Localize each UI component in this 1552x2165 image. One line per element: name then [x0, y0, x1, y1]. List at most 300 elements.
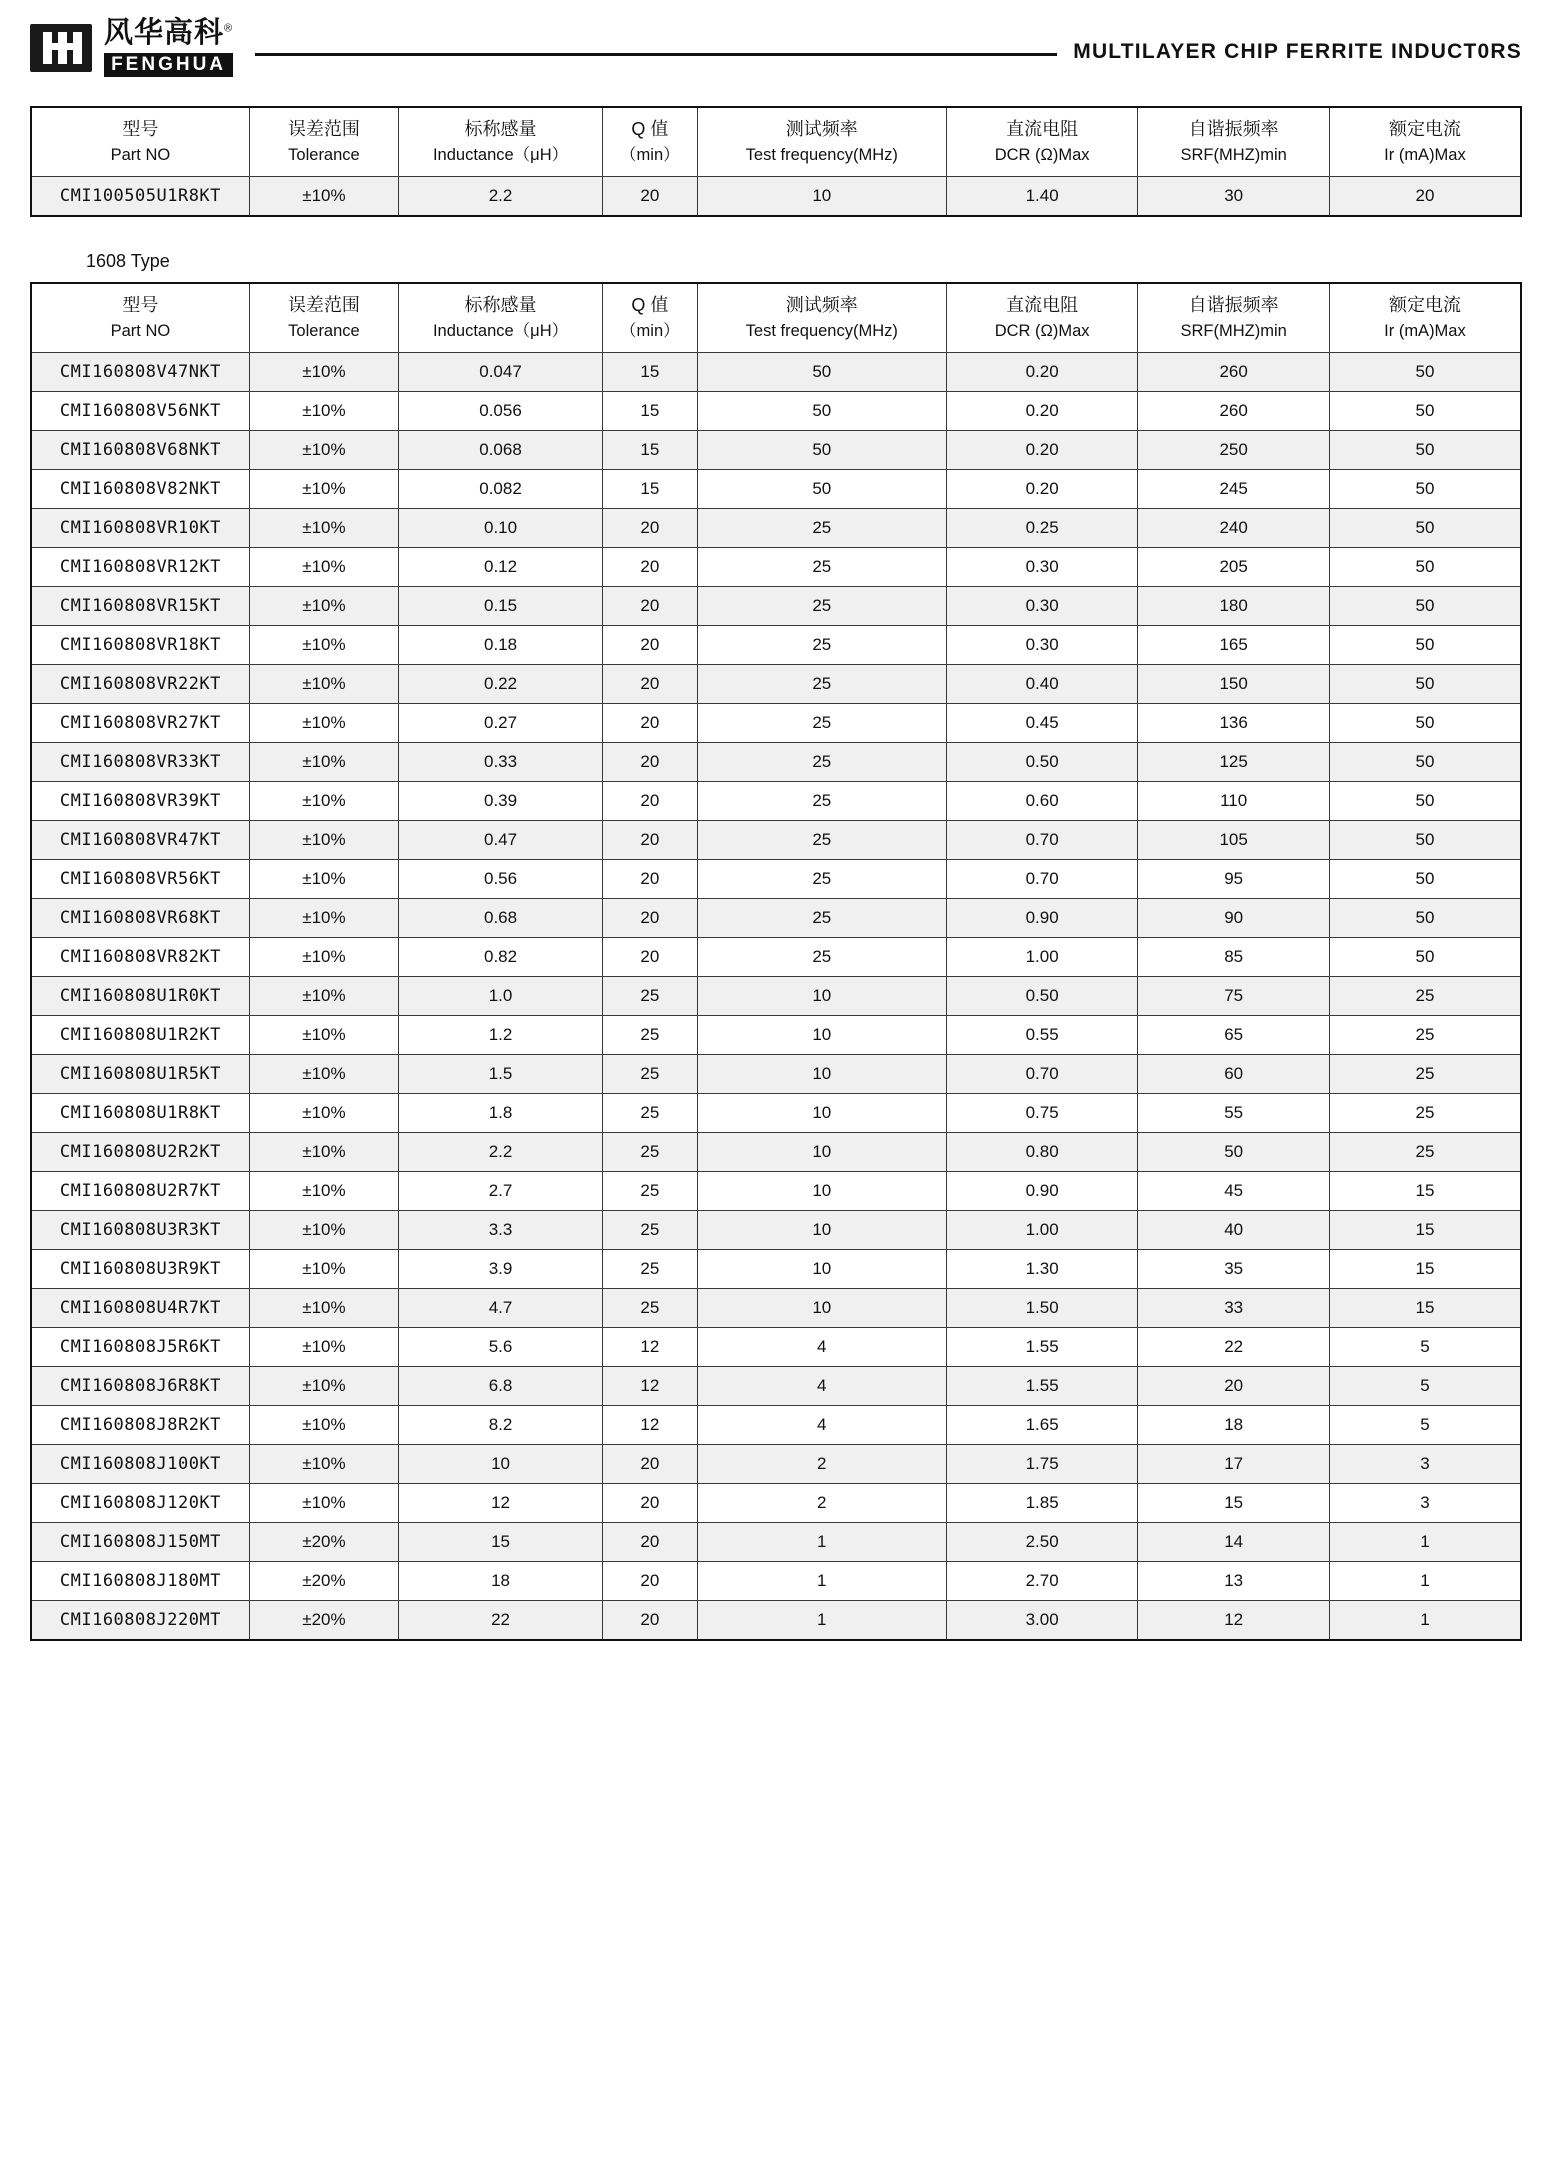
- cell-test-frequency: 2: [697, 1444, 946, 1483]
- cell-dcr: 1.00: [946, 1210, 1138, 1249]
- cell-dcr: 0.30: [946, 547, 1138, 586]
- cell-srf: 110: [1138, 781, 1330, 820]
- cell-tolerance: ±10%: [249, 664, 398, 703]
- cell-q: 20: [602, 859, 697, 898]
- cell-test-frequency: 1: [697, 1522, 946, 1561]
- cell-rated-current: 25: [1329, 1015, 1521, 1054]
- cell-inductance: 0.82: [399, 937, 603, 976]
- cell-srf: 75: [1138, 976, 1330, 1015]
- cell-rated-current: 50: [1329, 469, 1521, 508]
- cell-srf: 50: [1138, 1132, 1330, 1171]
- table-row: [31, 1093, 1521, 1132]
- cell-dcr: 0.90: [946, 898, 1138, 937]
- table-row: [31, 742, 1521, 781]
- cell-srf: 150: [1138, 664, 1330, 703]
- col-header-inductance: 标称感量 Inductance（μH）: [399, 283, 603, 352]
- cell-srf: 14: [1138, 1522, 1330, 1561]
- cell-srf: 22: [1138, 1327, 1330, 1366]
- table-header: [31, 283, 1521, 352]
- cell-dcr: 1.75: [946, 1444, 1138, 1483]
- cell-part-no: CMI160808VR47KT: [31, 820, 249, 859]
- cell-inductance: 1.0: [399, 976, 603, 1015]
- cell-q: 20: [602, 1561, 697, 1600]
- col-header-srf: 自谐振频率 SRF(MHZ)min: [1138, 283, 1330, 352]
- cell-tolerance: ±10%: [249, 703, 398, 742]
- cell-q: 20: [602, 1444, 697, 1483]
- cell-tolerance: ±10%: [249, 508, 398, 547]
- col-header-test-frequency: 测试频率 Test frequency(MHz): [697, 107, 946, 176]
- cell-tolerance: ±10%: [249, 859, 398, 898]
- brand-name-cn-text: 风华高科: [104, 17, 225, 49]
- cell-part-no: CMI160808J6R8KT: [31, 1366, 249, 1405]
- cell-dcr: 0.90: [946, 1171, 1138, 1210]
- cell-dcr: 1.40: [946, 176, 1138, 216]
- cell-rated-current: 50: [1329, 625, 1521, 664]
- col-header-part-no: 型号 Part NO: [31, 107, 249, 176]
- cell-test-frequency: 10: [697, 1249, 946, 1288]
- cell-part-no: CMI160808U1R5KT: [31, 1054, 249, 1093]
- cell-srf: 85: [1138, 937, 1330, 976]
- cell-inductance: 0.15: [399, 586, 603, 625]
- cell-inductance: 0.68: [399, 898, 603, 937]
- cell-part-no: CMI160808V56NKT: [31, 391, 249, 430]
- cell-inductance: 0.10: [399, 508, 603, 547]
- cell-q: 25: [602, 1054, 697, 1093]
- table-row: [31, 1522, 1521, 1561]
- table-row: [31, 1054, 1521, 1093]
- col-header-part-no: 型号 Part NO: [31, 283, 249, 352]
- cell-test-frequency: 25: [697, 703, 946, 742]
- cell-q: 20: [602, 1483, 697, 1522]
- cell-test-frequency: 10: [697, 1054, 946, 1093]
- table-row: [31, 1132, 1521, 1171]
- cell-inductance: 0.082: [399, 469, 603, 508]
- table-row: [31, 937, 1521, 976]
- cell-test-frequency: 4: [697, 1366, 946, 1405]
- cell-tolerance: ±10%: [249, 1054, 398, 1093]
- cell-tolerance: ±10%: [249, 1288, 398, 1327]
- cell-dcr: 0.50: [946, 742, 1138, 781]
- cell-inductance: 0.33: [399, 742, 603, 781]
- cell-q: 20: [602, 1600, 697, 1640]
- cell-tolerance: ±10%: [249, 391, 398, 430]
- cell-inductance: 0.56: [399, 859, 603, 898]
- cell-inductance: 3.9: [399, 1249, 603, 1288]
- cell-inductance: 5.6: [399, 1327, 603, 1366]
- cell-part-no: CMI160808VR82KT: [31, 937, 249, 976]
- cell-dcr: 0.50: [946, 976, 1138, 1015]
- brand-name-en: FENGHUA: [104, 53, 233, 77]
- cell-rated-current: 15: [1329, 1210, 1521, 1249]
- cell-srf: 45: [1138, 1171, 1330, 1210]
- col-header-q: Q 值 （min）: [602, 107, 697, 176]
- cell-q: 25: [602, 1210, 697, 1249]
- cell-test-frequency: 25: [697, 625, 946, 664]
- cell-inductance: 0.22: [399, 664, 603, 703]
- table-row: [31, 391, 1521, 430]
- cell-q: 20: [602, 820, 697, 859]
- cell-srf: 13: [1138, 1561, 1330, 1600]
- cell-q: 20: [602, 508, 697, 547]
- cell-srf: 250: [1138, 430, 1330, 469]
- brand-logo: [30, 19, 233, 77]
- cell-test-frequency: 25: [697, 898, 946, 937]
- cell-test-frequency: 4: [697, 1327, 946, 1366]
- cell-rated-current: 25: [1329, 976, 1521, 1015]
- cell-inductance: 18: [399, 1561, 603, 1600]
- cell-dcr: 1.55: [946, 1366, 1138, 1405]
- cell-dcr: 0.40: [946, 664, 1138, 703]
- cell-rated-current: 50: [1329, 352, 1521, 391]
- cell-test-frequency: 2: [697, 1483, 946, 1522]
- table-row: [31, 430, 1521, 469]
- cell-q: 25: [602, 1249, 697, 1288]
- brand-name-cn: [104, 19, 233, 48]
- cell-q: 20: [602, 898, 697, 937]
- cell-q: 20: [602, 664, 697, 703]
- cell-inductance: 0.12: [399, 547, 603, 586]
- cell-part-no: CMI160808VR27KT: [31, 703, 249, 742]
- cell-test-frequency: 10: [697, 976, 946, 1015]
- cell-q: 12: [602, 1405, 697, 1444]
- table-row: [31, 976, 1521, 1015]
- cell-inductance: 2.7: [399, 1171, 603, 1210]
- cell-test-frequency: 50: [697, 469, 946, 508]
- cell-rated-current: 50: [1329, 703, 1521, 742]
- cell-srf: 125: [1138, 742, 1330, 781]
- cell-q: 15: [602, 391, 697, 430]
- table-row: [31, 1210, 1521, 1249]
- cell-tolerance: ±10%: [249, 469, 398, 508]
- cell-test-frequency: 4: [697, 1405, 946, 1444]
- cell-test-frequency: 10: [697, 1093, 946, 1132]
- cell-part-no: CMI160808U3R3KT: [31, 1210, 249, 1249]
- cell-inductance: 10: [399, 1444, 603, 1483]
- cell-test-frequency: 10: [697, 1210, 946, 1249]
- cell-tolerance: ±10%: [249, 1405, 398, 1444]
- cell-inductance: 0.39: [399, 781, 603, 820]
- cell-tolerance: ±10%: [249, 1249, 398, 1288]
- cell-rated-current: 50: [1329, 781, 1521, 820]
- table-header-row: [31, 283, 1521, 352]
- cell-test-frequency: 10: [697, 1015, 946, 1054]
- cell-srf: 12: [1138, 1600, 1330, 1640]
- cell-srf: 165: [1138, 625, 1330, 664]
- cell-part-no: CMI160808J100KT: [31, 1444, 249, 1483]
- cell-test-frequency: 25: [697, 664, 946, 703]
- cell-part-no: CMI160808VR15KT: [31, 586, 249, 625]
- cell-tolerance: ±10%: [249, 176, 398, 216]
- cell-tolerance: ±10%: [249, 1132, 398, 1171]
- cell-srf: 260: [1138, 391, 1330, 430]
- table-row: [31, 1288, 1521, 1327]
- cell-tolerance: ±10%: [249, 352, 398, 391]
- table-row: [31, 664, 1521, 703]
- cell-tolerance: ±20%: [249, 1561, 398, 1600]
- cell-part-no: CMI160808U3R9KT: [31, 1249, 249, 1288]
- cell-inductance: 1.2: [399, 1015, 603, 1054]
- cell-q: 25: [602, 976, 697, 1015]
- cell-rated-current: 50: [1329, 898, 1521, 937]
- cell-test-frequency: 10: [697, 176, 946, 216]
- cell-part-no: CMI160808VR12KT: [31, 547, 249, 586]
- col-header-tolerance: 误差范围 Tolerance: [249, 283, 398, 352]
- cell-dcr: 0.20: [946, 391, 1138, 430]
- cell-srf: 18: [1138, 1405, 1330, 1444]
- cell-part-no: CMI160808VR39KT: [31, 781, 249, 820]
- cell-inductance: 2.2: [399, 176, 603, 216]
- cell-rated-current: 50: [1329, 742, 1521, 781]
- cell-srf: 90: [1138, 898, 1330, 937]
- cell-part-no: CMI160808V47NKT: [31, 352, 249, 391]
- cell-srf: 105: [1138, 820, 1330, 859]
- cell-dcr: 1.00: [946, 937, 1138, 976]
- cell-part-no: CMI160808V68NKT: [31, 430, 249, 469]
- cell-q: 20: [602, 781, 697, 820]
- cell-q: 12: [602, 1366, 697, 1405]
- table-row: [31, 176, 1521, 216]
- cell-rated-current: 15: [1329, 1249, 1521, 1288]
- cell-rated-current: 25: [1329, 1054, 1521, 1093]
- cell-q: 15: [602, 469, 697, 508]
- table-row: [31, 1405, 1521, 1444]
- registered-mark: ®: [224, 22, 234, 35]
- col-header-rated-current: 额定电流 Ir (mA)Max: [1329, 107, 1521, 176]
- table-row: [31, 781, 1521, 820]
- cell-tolerance: ±10%: [249, 1327, 398, 1366]
- cell-srf: 17: [1138, 1444, 1330, 1483]
- cell-dcr: 0.55: [946, 1015, 1138, 1054]
- cell-dcr: 0.75: [946, 1093, 1138, 1132]
- cell-q: 25: [602, 1015, 697, 1054]
- cell-part-no: CMI160808U2R2KT: [31, 1132, 249, 1171]
- cell-dcr: 0.20: [946, 430, 1138, 469]
- cell-part-no: CMI160808U4R7KT: [31, 1288, 249, 1327]
- cell-tolerance: ±10%: [249, 976, 398, 1015]
- cell-rated-current: 50: [1329, 430, 1521, 469]
- cell-q: 12: [602, 1327, 697, 1366]
- cell-test-frequency: 50: [697, 430, 946, 469]
- cell-part-no: CMI160808VR10KT: [31, 508, 249, 547]
- table-row: [31, 1015, 1521, 1054]
- table-row: [31, 1171, 1521, 1210]
- cell-inductance: 1.8: [399, 1093, 603, 1132]
- cell-dcr: 0.20: [946, 352, 1138, 391]
- col-header-tolerance: 误差范围 Tolerance: [249, 107, 398, 176]
- cell-part-no: CMI160808VR56KT: [31, 859, 249, 898]
- cell-dcr: 2.50: [946, 1522, 1138, 1561]
- cell-srf: 205: [1138, 547, 1330, 586]
- cell-tolerance: ±10%: [249, 1171, 398, 1210]
- cell-dcr: 0.45: [946, 703, 1138, 742]
- cell-test-frequency: 25: [697, 742, 946, 781]
- cell-tolerance: ±10%: [249, 547, 398, 586]
- cell-part-no: CMI160808U2R7KT: [31, 1171, 249, 1210]
- cell-tolerance: ±10%: [249, 1093, 398, 1132]
- cell-q: 15: [602, 430, 697, 469]
- cell-dcr: 0.20: [946, 469, 1138, 508]
- col-header-q: Q 值 （min）: [602, 283, 697, 352]
- table-row: [31, 547, 1521, 586]
- cell-test-frequency: 1: [697, 1561, 946, 1600]
- cell-q: 20: [602, 625, 697, 664]
- cell-inductance: 15: [399, 1522, 603, 1561]
- spec-table-1608: [30, 282, 1522, 1641]
- cell-srf: 65: [1138, 1015, 1330, 1054]
- cell-test-frequency: 10: [697, 1171, 946, 1210]
- col-header-dcr: 直流电阻 DCR (Ω)Max: [946, 283, 1138, 352]
- cell-q: 25: [602, 1171, 697, 1210]
- section-label-1608: 1608 Type: [86, 250, 170, 271]
- cell-srf: 30: [1138, 176, 1330, 216]
- cell-test-frequency: 1: [697, 1600, 946, 1640]
- cell-inductance: 0.068: [399, 430, 603, 469]
- cell-part-no: CMI160808J8R2KT: [31, 1405, 249, 1444]
- cell-rated-current: 5: [1329, 1366, 1521, 1405]
- cell-srf: 136: [1138, 703, 1330, 742]
- cell-inductance: 1.5: [399, 1054, 603, 1093]
- cell-rated-current: 1: [1329, 1600, 1521, 1640]
- cell-inductance: 0.18: [399, 625, 603, 664]
- cell-tolerance: ±10%: [249, 820, 398, 859]
- cell-dcr: 0.30: [946, 625, 1138, 664]
- cell-part-no: CMI160808J5R6KT: [31, 1327, 249, 1366]
- cell-tolerance: ±10%: [249, 1483, 398, 1522]
- table-1-wrapper: [30, 106, 1522, 217]
- cell-rated-current: 15: [1329, 1171, 1521, 1210]
- cell-test-frequency: 25: [697, 859, 946, 898]
- cell-rated-current: 50: [1329, 547, 1521, 586]
- table-row: [31, 508, 1521, 547]
- table-row: [31, 1327, 1521, 1366]
- cell-rated-current: 50: [1329, 859, 1521, 898]
- cell-tolerance: ±10%: [249, 742, 398, 781]
- cell-tolerance: ±20%: [249, 1600, 398, 1640]
- table-row: [31, 820, 1521, 859]
- spec-table-1005: [30, 106, 1522, 217]
- cell-part-no: CMI160808J150MT: [31, 1522, 249, 1561]
- cell-tolerance: ±10%: [249, 430, 398, 469]
- table-row: [31, 352, 1521, 391]
- cell-srf: 260: [1138, 352, 1330, 391]
- cell-tolerance: ±10%: [249, 625, 398, 664]
- cell-part-no: CMI160808V82NKT: [31, 469, 249, 508]
- cell-q: 20: [602, 1522, 697, 1561]
- cell-inductance: 4.7: [399, 1288, 603, 1327]
- cell-inductance: 22: [399, 1600, 603, 1640]
- cell-rated-current: 25: [1329, 1093, 1521, 1132]
- table-header-row: [31, 107, 1521, 176]
- cell-test-frequency: 25: [697, 508, 946, 547]
- cell-dcr: 0.70: [946, 859, 1138, 898]
- cell-inductance: 0.47: [399, 820, 603, 859]
- cell-test-frequency: 25: [697, 937, 946, 976]
- cell-test-frequency: 25: [697, 547, 946, 586]
- cell-rated-current: 50: [1329, 508, 1521, 547]
- table-body: [31, 352, 1521, 1640]
- cell-test-frequency: 50: [697, 352, 946, 391]
- table-row: [31, 1444, 1521, 1483]
- table-row: [31, 586, 1521, 625]
- cell-inductance: 0.047: [399, 352, 603, 391]
- cell-inductance: 2.2: [399, 1132, 603, 1171]
- cell-q: 15: [602, 352, 697, 391]
- col-header-inductance: 标称感量 Inductance（μH）: [399, 107, 603, 176]
- cell-srf: 40: [1138, 1210, 1330, 1249]
- cell-srf: 245: [1138, 469, 1330, 508]
- cell-tolerance: ±10%: [249, 1366, 398, 1405]
- header-divider: [255, 53, 1057, 56]
- cell-inductance: 3.3: [399, 1210, 603, 1249]
- cell-tolerance: ±10%: [249, 1015, 398, 1054]
- cell-test-frequency: 10: [697, 1288, 946, 1327]
- table-row: [31, 1366, 1521, 1405]
- cell-tolerance: ±10%: [249, 781, 398, 820]
- table-row: [31, 898, 1521, 937]
- cell-q: 20: [602, 547, 697, 586]
- cell-part-no: CMI160808J180MT: [31, 1561, 249, 1600]
- table-body: [31, 176, 1521, 216]
- cell-q: 20: [602, 586, 697, 625]
- cell-q: 20: [602, 703, 697, 742]
- cell-dcr: 1.50: [946, 1288, 1138, 1327]
- cell-dcr: 0.60: [946, 781, 1138, 820]
- cell-dcr: 1.65: [946, 1405, 1138, 1444]
- cell-dcr: 0.70: [946, 820, 1138, 859]
- cell-dcr: 1.85: [946, 1483, 1138, 1522]
- cell-tolerance: ±10%: [249, 937, 398, 976]
- cell-inductance: 8.2: [399, 1405, 603, 1444]
- table-header: [31, 107, 1521, 176]
- cell-q: 25: [602, 1132, 697, 1171]
- cell-srf: 15: [1138, 1483, 1330, 1522]
- table-row: [31, 1600, 1521, 1640]
- cell-rated-current: 20: [1329, 176, 1521, 216]
- cell-dcr: 1.30: [946, 1249, 1138, 1288]
- col-header-rated-current: 额定电流 Ir (mA)Max: [1329, 283, 1521, 352]
- cell-dcr: 3.00: [946, 1600, 1138, 1640]
- cell-test-frequency: 50: [697, 391, 946, 430]
- cell-tolerance: ±10%: [249, 898, 398, 937]
- cell-part-no: CMI160808VR18KT: [31, 625, 249, 664]
- cell-dcr: 0.25: [946, 508, 1138, 547]
- cell-inductance: 6.8: [399, 1366, 603, 1405]
- cell-q: 20: [602, 176, 697, 216]
- cell-srf: 55: [1138, 1093, 1330, 1132]
- cell-rated-current: 5: [1329, 1405, 1521, 1444]
- cell-rated-current: 15: [1329, 1288, 1521, 1327]
- cell-rated-current: 50: [1329, 820, 1521, 859]
- cell-srf: 35: [1138, 1249, 1330, 1288]
- cell-tolerance: ±10%: [249, 586, 398, 625]
- cell-rated-current: 1: [1329, 1561, 1521, 1600]
- cell-part-no: CMI160808U1R8KT: [31, 1093, 249, 1132]
- cell-test-frequency: 10: [697, 1132, 946, 1171]
- cell-rated-current: 5: [1329, 1327, 1521, 1366]
- cell-tolerance: ±10%: [249, 1444, 398, 1483]
- table-row: [31, 625, 1521, 664]
- cell-inductance: 0.27: [399, 703, 603, 742]
- cell-test-frequency: 25: [697, 586, 946, 625]
- cell-inductance: 12: [399, 1483, 603, 1522]
- cell-part-no: CMI160808J120KT: [31, 1483, 249, 1522]
- cell-rated-current: 50: [1329, 664, 1521, 703]
- page-title: MULTILAYER CHIP FERRITE INDUCT0RS: [1073, 40, 1522, 63]
- cell-dcr: 0.80: [946, 1132, 1138, 1171]
- table-row: [31, 1249, 1521, 1288]
- cell-part-no: CMI160808J220MT: [31, 1600, 249, 1640]
- fenghua-logo-icon: [30, 24, 92, 72]
